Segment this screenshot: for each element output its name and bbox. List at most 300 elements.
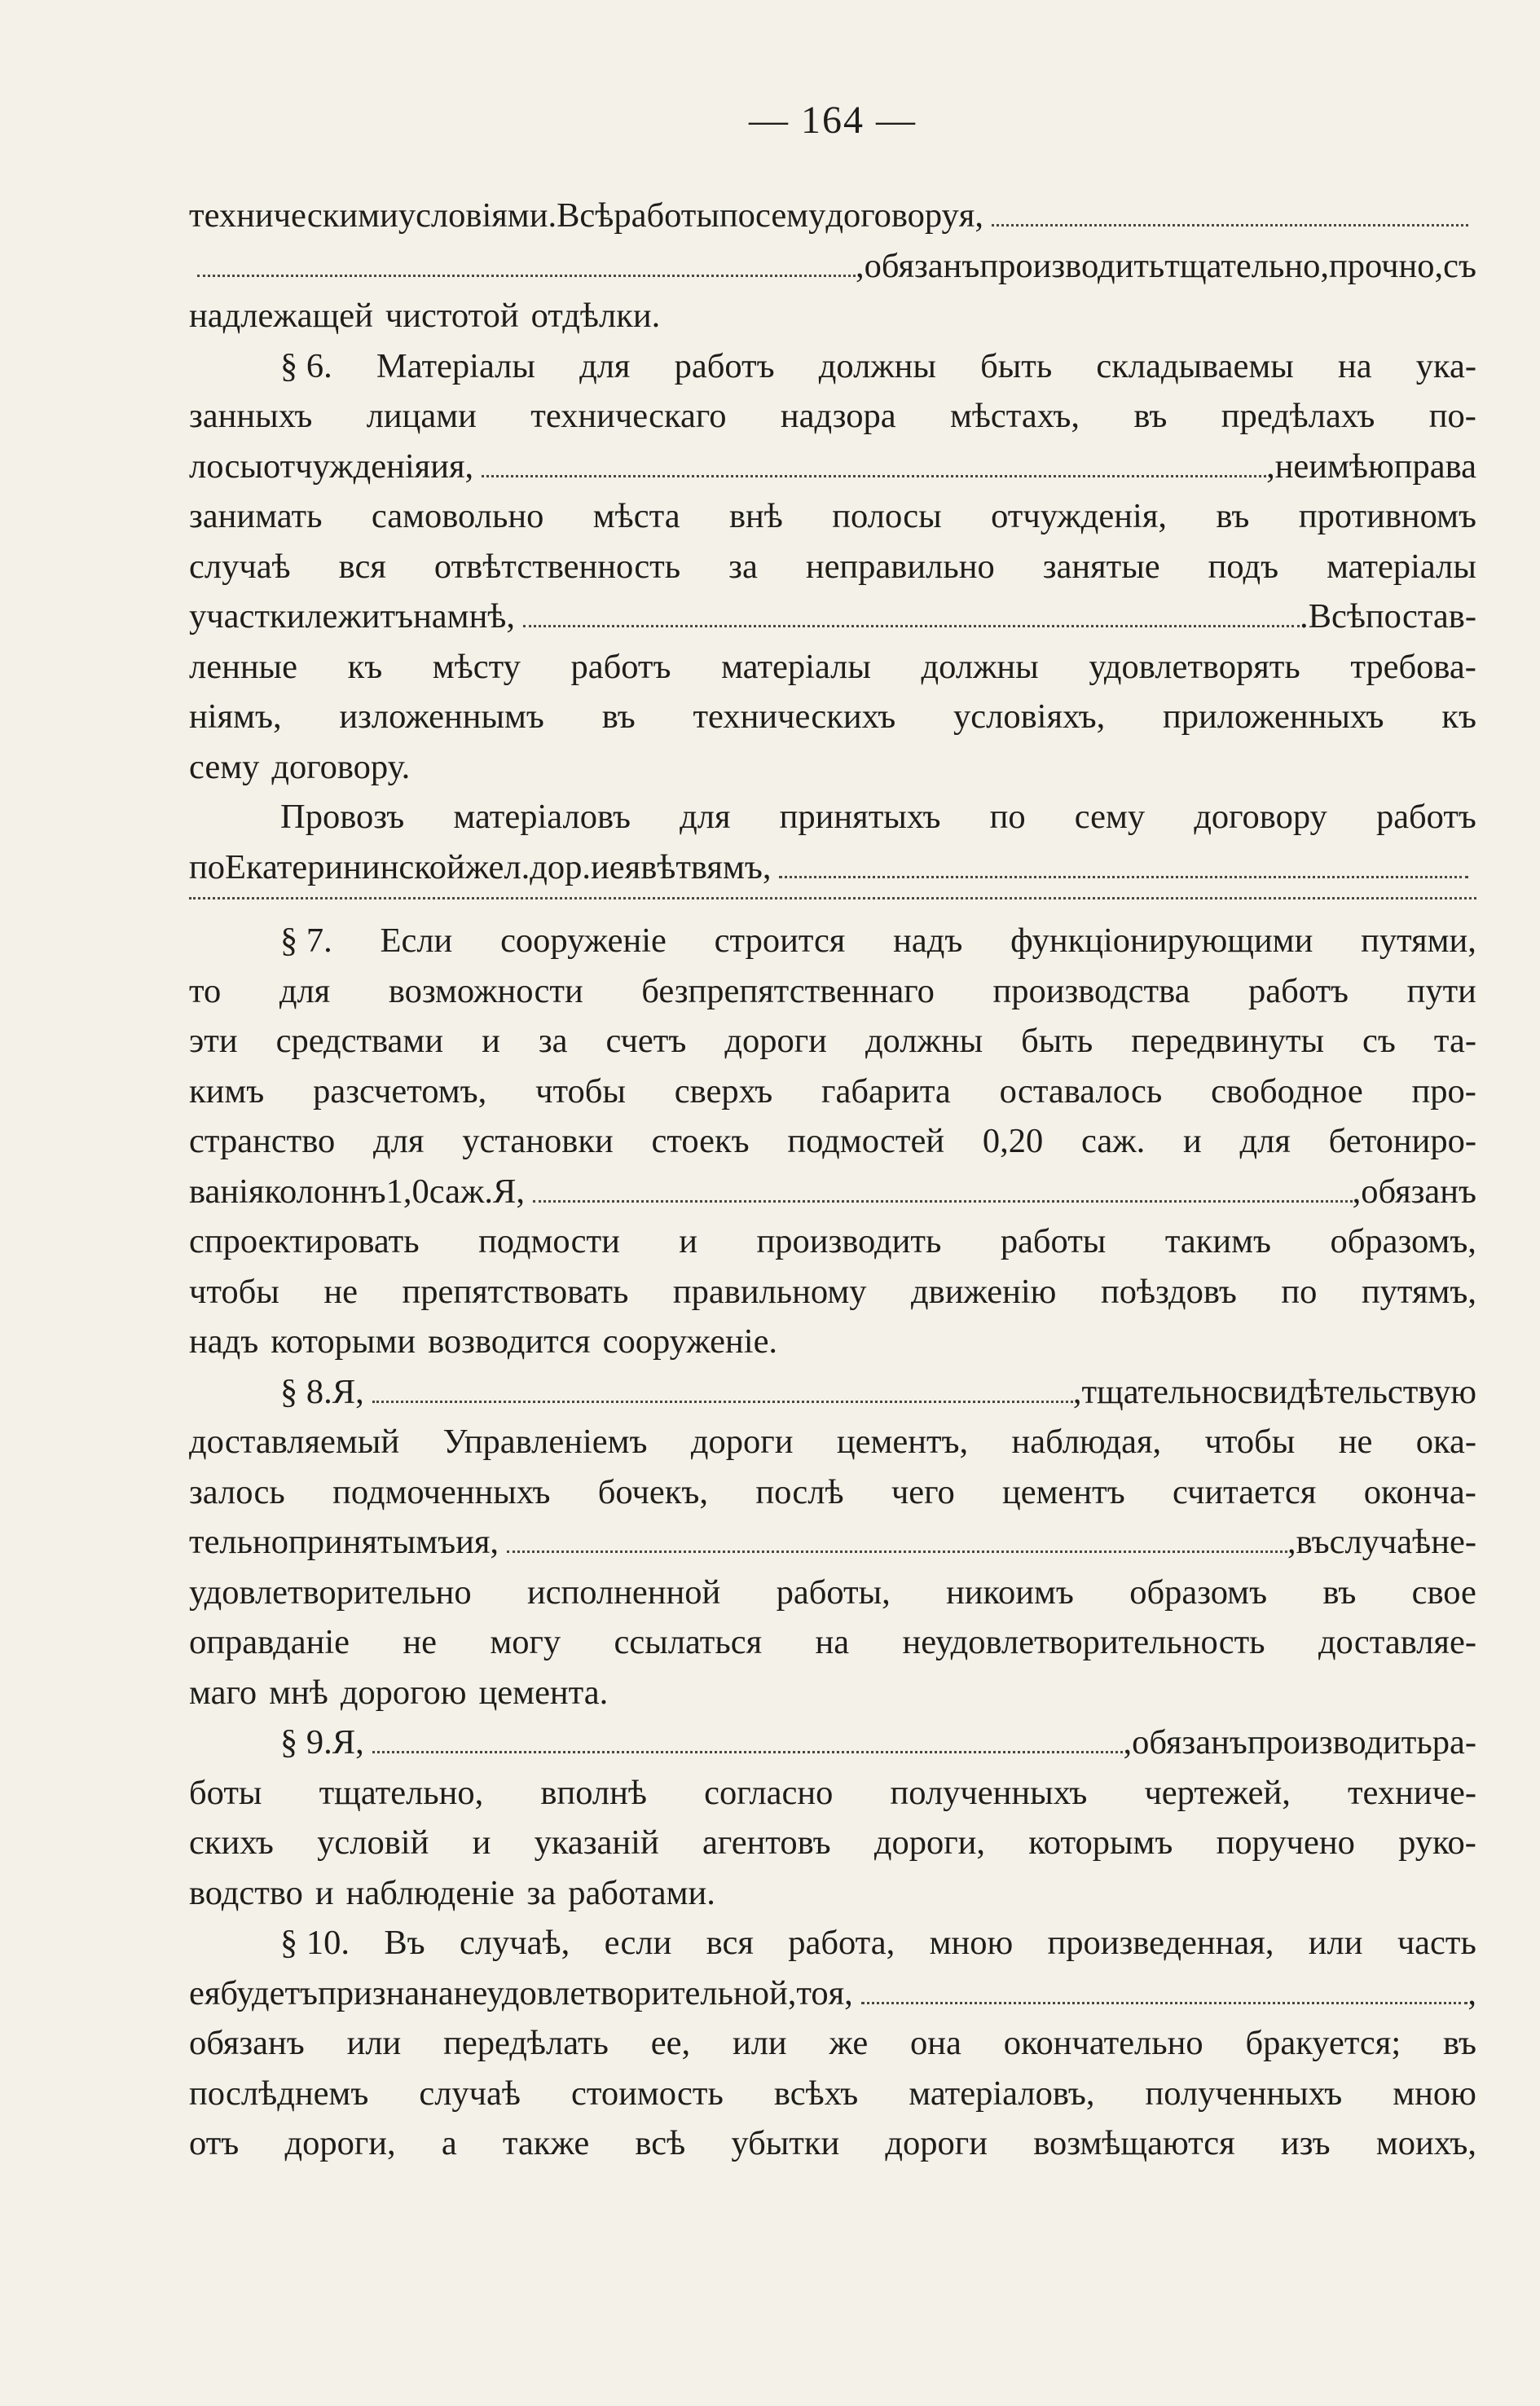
word: принятыхъ [779, 798, 941, 836]
word: странство [189, 1122, 336, 1160]
text-line [189, 1968, 1476, 2019]
word: и [430, 446, 449, 486]
word: пути [1406, 971, 1476, 1010]
word: лосы [189, 446, 263, 486]
text-line [189, 1216, 1476, 1267]
word: всѣ [635, 2124, 686, 2162]
word: предѣлахъ [1221, 397, 1375, 435]
word: договору [825, 196, 959, 235]
word: не [1338, 1423, 1373, 1461]
punctuation: , [1352, 1172, 1362, 1211]
text-line [189, 1116, 1476, 1167]
word: руко- [1398, 1823, 1476, 1862]
word: маго [189, 1673, 257, 1712]
word: всѣхъ [773, 2074, 859, 2113]
blank-fill-line [507, 1550, 1287, 1553]
word: свободное [1211, 1071, 1363, 1111]
punctuation: , [856, 246, 865, 285]
word: для [1239, 1122, 1291, 1160]
word: и [472, 1823, 491, 1862]
word: мѣстахъ, [949, 397, 1080, 435]
word: полосы [832, 497, 942, 535]
word: дорогою [340, 1673, 467, 1712]
word: случаѣ [1329, 1523, 1432, 1561]
word: наблюдая, [1011, 1423, 1162, 1461]
word: водство [189, 1873, 303, 1912]
word: на [815, 1623, 850, 1661]
blank-fill-line [372, 1401, 1073, 1403]
text-line [189, 1467, 1476, 1518]
word: такимъ [1164, 1222, 1272, 1260]
word: безпрепятственнаго [641, 971, 935, 1010]
word: удовлетворять [1089, 647, 1300, 686]
word: дороги [885, 2124, 988, 2162]
word: работъ [1375, 798, 1476, 836]
word: же [829, 2024, 869, 2062]
word: свидѣтельствую [1237, 1372, 1476, 1411]
text-line [189, 1718, 1476, 1768]
word: считается [1173, 1472, 1317, 1511]
word: ока- [1415, 1423, 1476, 1461]
word: возможности [388, 971, 583, 1010]
word: чтобы [1204, 1423, 1296, 1461]
word: подмоченныхъ [332, 1472, 551, 1511]
word: Я, [332, 1372, 364, 1411]
word: имѣю [1309, 446, 1394, 486]
word: препятствовать [402, 1272, 629, 1311]
word: условій [317, 1823, 429, 1862]
word: неудовлетворительной, [453, 1973, 797, 2012]
word: сему [1074, 798, 1146, 836]
word: Провозъ [280, 798, 405, 836]
word: счетъ [605, 1022, 687, 1060]
word: съ [1443, 246, 1476, 285]
word: 0,20 [982, 1122, 1044, 1160]
word: 1,0 [385, 1172, 429, 1211]
word: бетониро- [1328, 1122, 1476, 1160]
word: кимъ [189, 1071, 265, 1111]
text-line [189, 391, 1476, 442]
word: ея [189, 1973, 221, 2012]
word: не- [1431, 1523, 1476, 1561]
word: залось [189, 1472, 285, 1511]
word: техническаго [530, 397, 727, 435]
word: и [679, 1222, 698, 1260]
word: къ [1441, 697, 1476, 736]
word: случаѣ, [459, 1924, 570, 1962]
word: или [1308, 1924, 1363, 1962]
punctuation: , [1287, 1523, 1296, 1561]
word: техническихъ [693, 697, 896, 736]
blank-fill-line [861, 2002, 1468, 2004]
word: я, [448, 446, 474, 486]
text-line [189, 792, 1476, 842]
word: подмостей [787, 1122, 945, 1160]
word: чертежей, [1144, 1773, 1291, 1812]
word: доставляемый [189, 1423, 400, 1461]
text-line [189, 1067, 1476, 1117]
text-line [189, 642, 1476, 693]
word: цемента. [478, 1673, 609, 1712]
text-line [189, 1167, 1476, 1217]
word: я, [473, 1523, 499, 1561]
word: указаній [534, 1823, 659, 1862]
word: работами. [568, 1873, 715, 1912]
page-number: — 164 — [749, 99, 917, 142]
word: образомъ [1129, 1572, 1268, 1612]
word: отдѣлки. [530, 297, 661, 335]
word: обязанъ [1132, 1723, 1247, 1762]
word: по [719, 196, 755, 235]
word: мною [1393, 2074, 1476, 2113]
punctuation: , [1467, 1973, 1476, 2012]
word: установки [462, 1122, 614, 1160]
text-line [189, 1768, 1476, 1819]
blank-fill-line [197, 275, 856, 277]
word: работъ [674, 346, 775, 385]
word: сооруженіе. [602, 1322, 778, 1361]
text-line [189, 191, 1476, 241]
word: § 7. [280, 921, 332, 960]
word: § 6. [280, 346, 332, 385]
word: отчужденія, [991, 497, 1167, 535]
word: жел. [464, 847, 530, 886]
word: по [1281, 1272, 1318, 1311]
word: ее, [650, 2024, 691, 2062]
word: я, [828, 1973, 853, 2012]
word: самовольно [371, 497, 544, 535]
word: Въ [384, 1924, 425, 1962]
word: въ [601, 697, 636, 736]
word: вполнѣ [540, 1773, 647, 1812]
text-line [189, 1517, 1476, 1568]
word: то [796, 1973, 829, 2012]
word: случаѣ [189, 547, 291, 586]
blank-fill-line [533, 1200, 1353, 1203]
word: путямъ, [1361, 1272, 1476, 1311]
word: спроектировать [189, 1222, 420, 1260]
word: или [732, 2024, 787, 2062]
word: бракуется; [1245, 2024, 1401, 2062]
word: которыми [271, 1322, 416, 1361]
word: моихъ, [1375, 2124, 1476, 2162]
word: прочно, [1329, 246, 1444, 285]
word: Всѣ [557, 196, 614, 235]
word: габарита [821, 1071, 951, 1111]
word: должны [921, 647, 1039, 686]
word: подмости [478, 1222, 620, 1260]
word: работы [614, 196, 719, 235]
word: надъ [893, 921, 963, 960]
blank-fill-line [992, 224, 1468, 227]
word: мнѣ [269, 1673, 328, 1712]
word: за [526, 1873, 557, 1912]
word: цементъ [1002, 1472, 1125, 1511]
word: оправданіе [189, 1623, 350, 1661]
word: и [591, 847, 609, 886]
word: тщательно, [1164, 246, 1330, 285]
word: на [413, 597, 447, 636]
text-line [189, 1568, 1476, 1618]
word: для [579, 346, 631, 385]
punctuation: . [1299, 597, 1309, 636]
word: боты [189, 1773, 262, 1812]
word: должны [865, 1022, 983, 1060]
word: Управленіемъ [442, 1423, 648, 1461]
word: надзора [780, 397, 896, 435]
word: надлежащей [189, 297, 373, 335]
document-body [189, 191, 1476, 2169]
word: разсчетомъ, [313, 1071, 487, 1111]
word: въ [1296, 1523, 1330, 1561]
word: свое [1411, 1572, 1476, 1612]
word: агентовъ [702, 1823, 831, 1862]
word: приложенныхъ [1163, 697, 1384, 736]
word: техническими [189, 196, 398, 235]
word: скихъ [189, 1823, 274, 1862]
word: въ [1216, 497, 1250, 535]
word: Всѣ [1308, 597, 1366, 636]
word: колоннъ [264, 1172, 386, 1211]
word: ніямъ, [189, 697, 282, 736]
word: движенію [911, 1272, 1057, 1311]
word: отвѣтственность [433, 547, 681, 586]
word: стоекъ [651, 1122, 750, 1160]
text-line [189, 916, 1476, 966]
word: быть [1021, 1022, 1093, 1060]
word: производить [1247, 1723, 1432, 1762]
word: передѣлать [443, 2024, 609, 2062]
word: если [604, 1924, 672, 1962]
word: цементъ, [836, 1423, 969, 1461]
word: оставалось [999, 1071, 1163, 1111]
word: постав- [1365, 597, 1476, 636]
text-line [189, 1668, 1476, 1718]
word: для [373, 1122, 425, 1160]
word: по [989, 798, 1026, 836]
punctuation: , [1266, 446, 1275, 486]
word: про- [1411, 1071, 1476, 1111]
word: никоимъ [946, 1572, 1074, 1612]
word: дороги, [873, 1823, 986, 1862]
word: изъ [1280, 2124, 1331, 2162]
text-line [189, 1918, 1476, 1968]
word: принятымъ [288, 1523, 456, 1561]
word: внѣ [728, 497, 783, 535]
word: чего [891, 1472, 955, 1511]
word: дор. [530, 847, 592, 886]
word: неудовлетворительность [902, 1623, 1265, 1661]
word: на [1337, 346, 1372, 385]
word: стоимость [570, 2074, 724, 2113]
word: наблюденіе [345, 1873, 515, 1912]
word: ра- [1432, 1723, 1476, 1762]
word: ссылаться [614, 1623, 763, 1661]
word: права [1393, 446, 1476, 486]
word: ванія [189, 1172, 265, 1211]
word: и [1182, 1122, 1202, 1160]
word: возводится [428, 1322, 591, 1361]
word: Я, [492, 1172, 525, 1211]
word: убытки [731, 2124, 840, 2162]
word: согласно [704, 1773, 834, 1812]
word: тщательно, [319, 1773, 484, 1812]
word: обязанъ [864, 246, 980, 285]
word: поѣздовъ [1100, 1272, 1237, 1311]
word: вся [706, 1924, 754, 1962]
word: § 10. [280, 1924, 350, 1962]
word: также [502, 2124, 590, 2162]
word: ука- [1415, 346, 1476, 385]
word: послѣднемъ [189, 2074, 369, 2113]
text-line [189, 1617, 1476, 1668]
text-line [189, 742, 1476, 793]
word: условіями. [398, 196, 557, 235]
word: матеріалы [721, 647, 871, 686]
word: могу [490, 1623, 561, 1661]
word: матеріалы [1327, 547, 1476, 586]
word: работы, [776, 1572, 891, 1612]
word: часть [1397, 1924, 1476, 1962]
text-line [189, 442, 1476, 492]
word: мѣста [592, 497, 680, 535]
word: тщательно [1081, 1372, 1238, 1411]
word: требова- [1350, 647, 1476, 686]
text-line [189, 2118, 1476, 2169]
punctuation: , [1072, 1372, 1082, 1411]
word: саж. [1080, 1122, 1146, 1160]
word: и [482, 1022, 500, 1060]
word: Если [380, 921, 453, 960]
text-line [189, 491, 1476, 542]
word: мѣсту [432, 647, 521, 686]
word: путями, [1361, 921, 1476, 960]
word: бочекъ, [597, 1472, 709, 1511]
word: образомъ, [1330, 1222, 1476, 1260]
word: договору. [271, 747, 411, 786]
text-line [189, 966, 1476, 1017]
blank-fill-line [482, 475, 1266, 477]
word: сооруженіе [500, 921, 667, 960]
word: для [279, 971, 331, 1010]
word: надъ [189, 1322, 259, 1361]
word: матеріаловъ, [909, 2074, 1095, 2113]
word: къ [347, 647, 383, 686]
word: саж. [429, 1172, 493, 1211]
word: мнѣ, [447, 597, 516, 636]
word: произведенная, [1047, 1924, 1274, 1962]
text-line [189, 842, 1476, 893]
word: занимать [189, 497, 323, 535]
word: та- [1433, 1022, 1476, 1060]
text-line [189, 1868, 1476, 1919]
word: складываемы [1096, 346, 1294, 385]
word: лежитъ [305, 597, 414, 636]
word: чтобы [535, 1071, 626, 1111]
word: занныхъ [189, 397, 313, 435]
word: средствами [275, 1022, 444, 1060]
word: тельно [189, 1523, 289, 1561]
word: или [346, 2024, 402, 2062]
word: ея [609, 847, 641, 886]
word: дороги [724, 1022, 827, 1060]
word: производства [992, 971, 1190, 1010]
word: будетъ [220, 1973, 319, 2012]
word: работы [1000, 1222, 1107, 1260]
word: производить [979, 246, 1165, 285]
word: по- [1428, 397, 1476, 435]
word: договору [1194, 798, 1327, 836]
text-line [189, 692, 1476, 742]
word: она [910, 2024, 961, 2062]
word: по [189, 847, 225, 886]
blank-fill-line [523, 625, 1300, 627]
word: въ [1443, 2024, 1476, 2062]
word: противномъ [1298, 497, 1476, 535]
word: и [455, 1523, 474, 1561]
word: работа, [788, 1924, 895, 1962]
word: чтобы [189, 1272, 279, 1311]
word: которымъ [1028, 1823, 1173, 1862]
text-line [189, 1818, 1476, 1868]
word: оконча- [1363, 1472, 1476, 1511]
text-line [189, 592, 1476, 642]
word: ленные [189, 647, 297, 686]
word: сверхъ [674, 1071, 773, 1111]
text-line [189, 2069, 1476, 2119]
word: то [189, 971, 222, 1010]
word: исполненной [526, 1572, 721, 1612]
word: окончательно [1003, 2024, 1203, 2062]
word: поручено [1216, 1823, 1355, 1862]
word: § 8. [280, 1372, 332, 1411]
word: занятые [1042, 547, 1160, 586]
word: вся [338, 547, 386, 586]
word: въ [1133, 397, 1168, 435]
word: и [315, 1873, 334, 1912]
word: вѣтвямъ, [640, 847, 772, 886]
word: Матеріалы [376, 346, 535, 385]
word: не [323, 1272, 358, 1311]
word: § 9. [280, 1723, 332, 1762]
word: неправильно [805, 547, 995, 586]
word: случаѣ [419, 2074, 521, 2113]
word: лицами [366, 397, 477, 435]
text-line [189, 241, 1476, 292]
word: полученныхъ [1145, 2074, 1343, 2113]
word: отъ [189, 2124, 240, 2162]
word: для [680, 798, 731, 836]
punctuation: , [1123, 1723, 1133, 1762]
fill-in-rule [189, 897, 1476, 900]
word: дороги [690, 1423, 794, 1461]
blank-fill-line [372, 1751, 1124, 1753]
text-line [189, 1417, 1476, 1467]
word: а [441, 2124, 457, 2162]
word: обязанъ [1361, 1172, 1476, 1211]
word: послѣ [755, 1472, 844, 1511]
word: чистотой [385, 297, 519, 335]
word: съ [1362, 1022, 1396, 1060]
text-line [189, 2018, 1476, 2069]
word: функціонирующими [1010, 921, 1313, 960]
word: возмѣщаются [1033, 2124, 1235, 2162]
word: техниче- [1347, 1773, 1476, 1812]
text-line [189, 341, 1476, 392]
word: за [538, 1022, 568, 1060]
blank-fill-line [779, 876, 1468, 878]
word: подъ [1208, 547, 1279, 586]
